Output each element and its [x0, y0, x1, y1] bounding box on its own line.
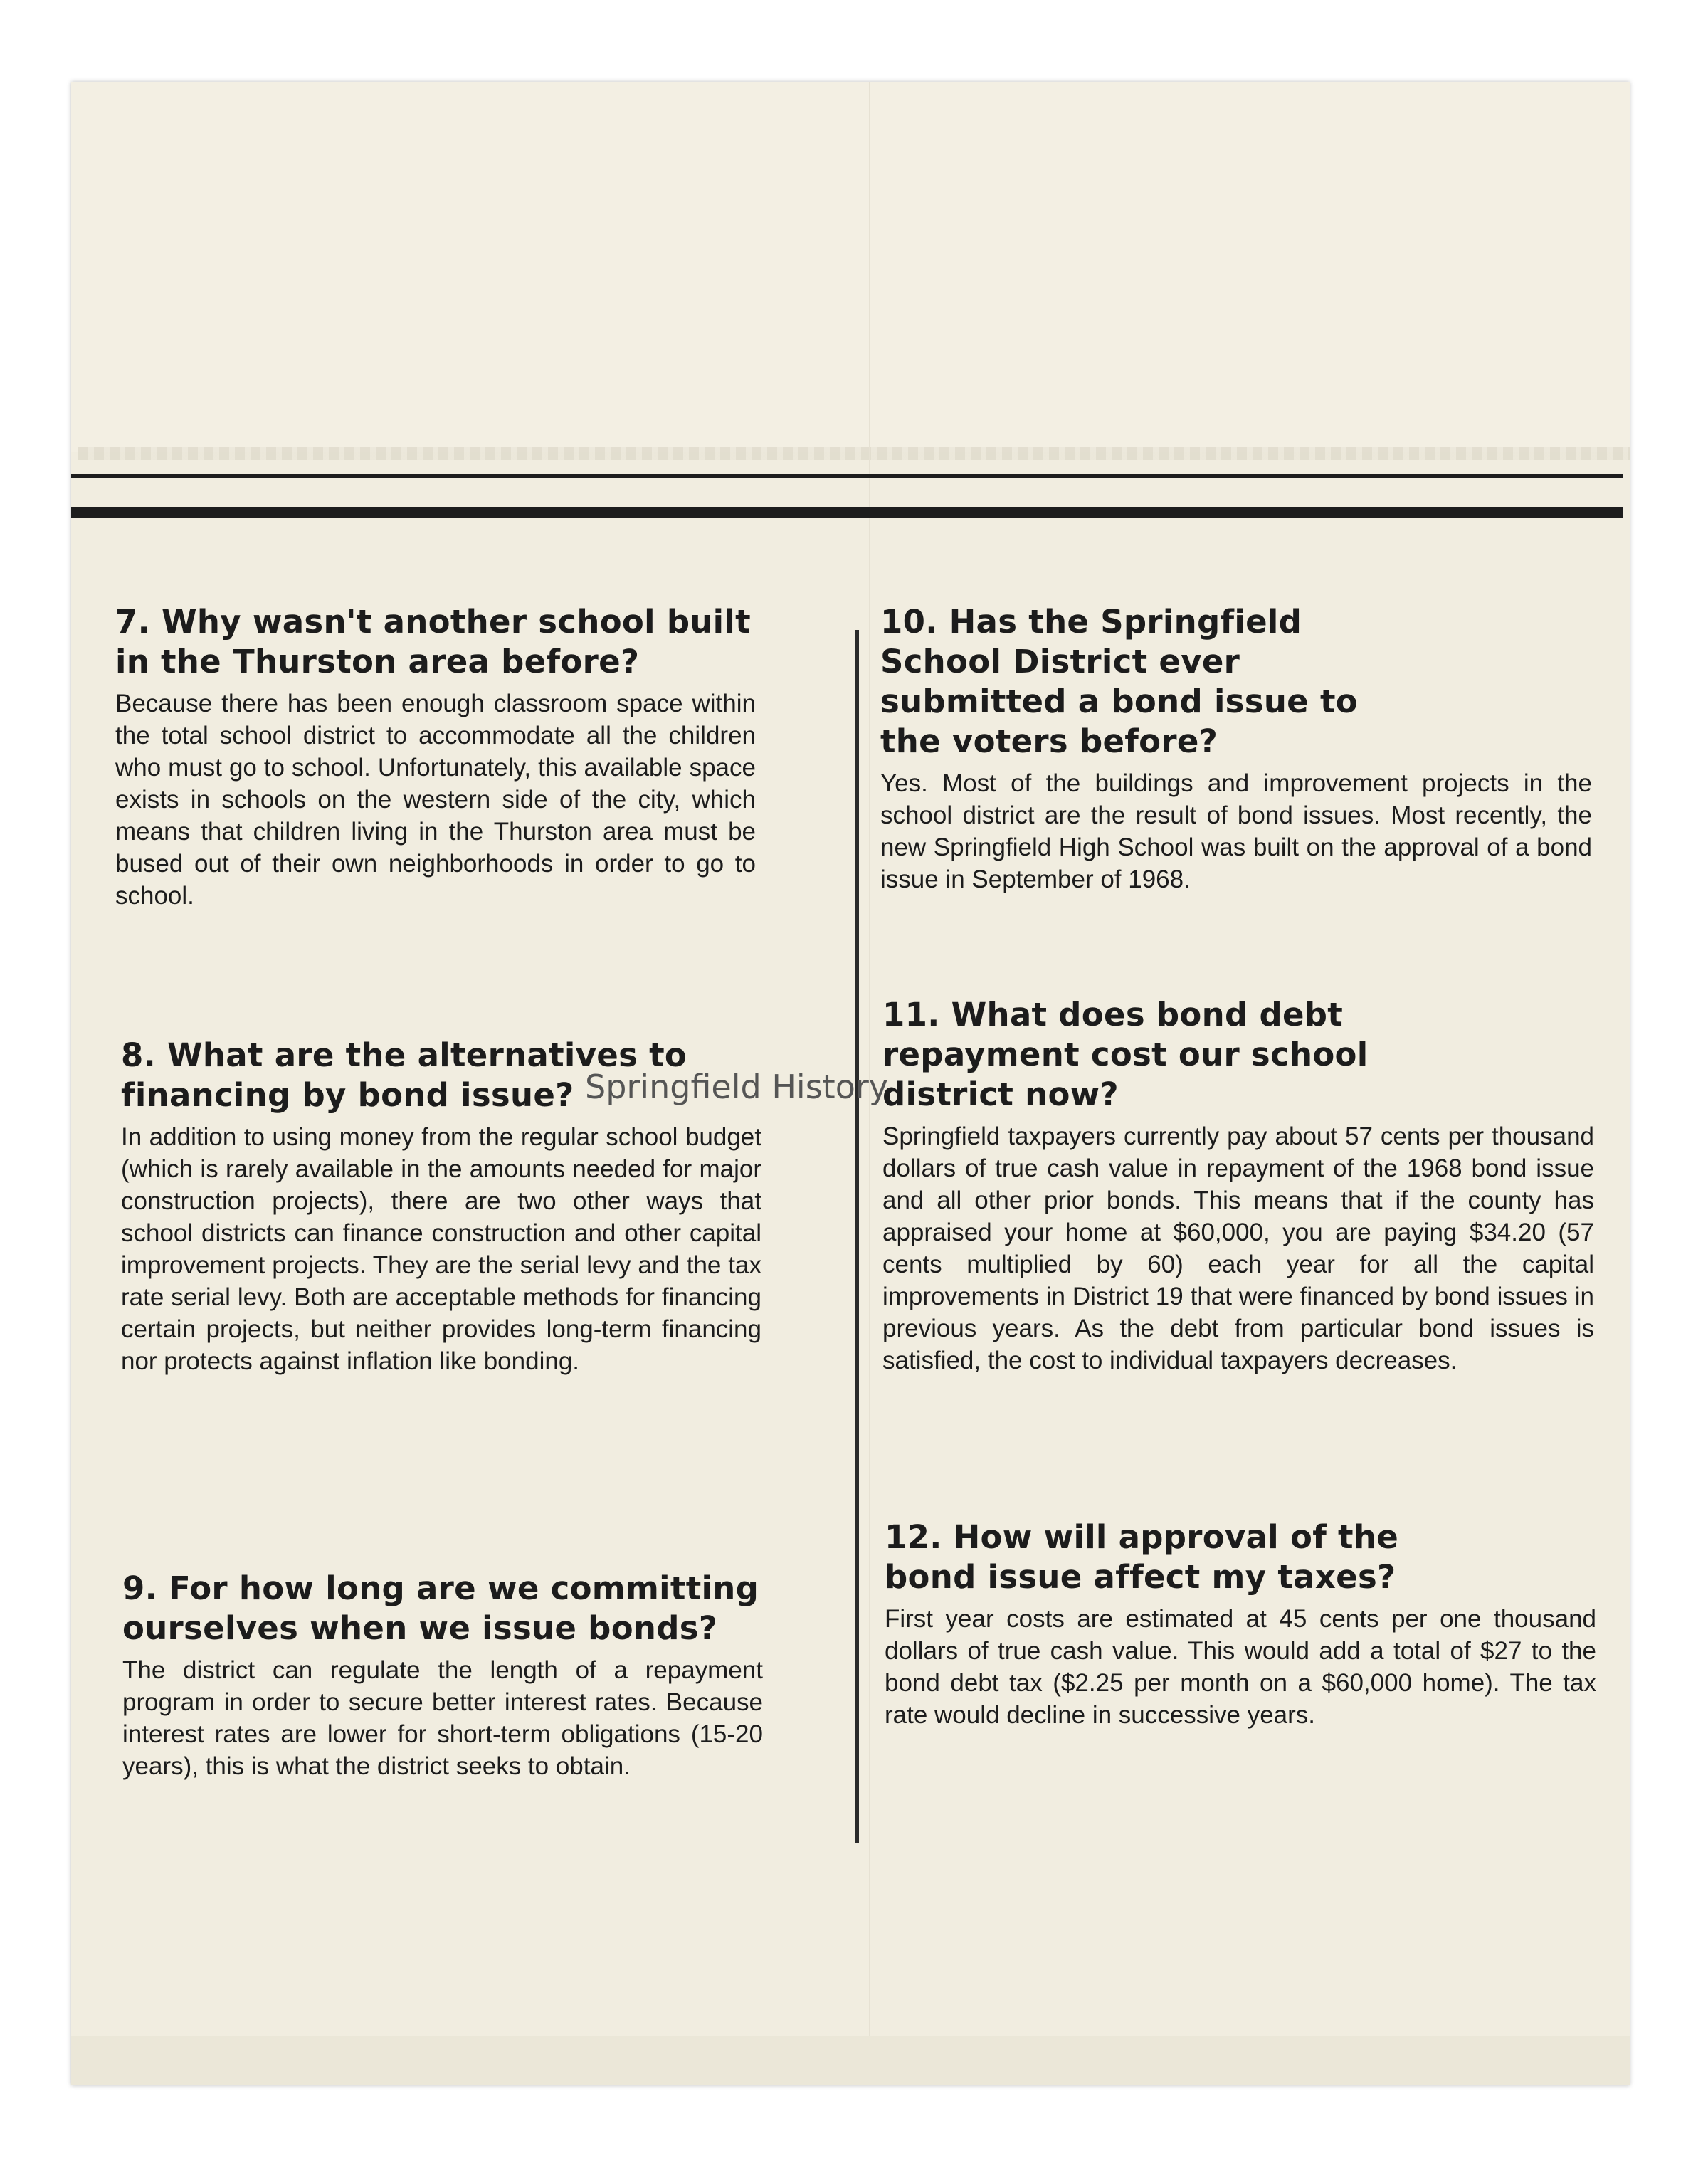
question-heading: 8. What are the alternatives to financing by bond issue?	[121, 1036, 687, 1114]
faq-item-10	[880, 602, 1592, 895]
faq-item-12	[885, 1517, 1596, 1731]
answer-text: The district can regulate the length of a repayment program in order to secure better interest rates. Because interest rates are lower for short-term obligations (15-20 years), this is what the district seeks to obtain.	[122, 1656, 763, 1780]
bottom-paper-edge	[71, 2036, 1630, 2085]
top-thin-rule	[71, 474, 1623, 478]
bleed-through-line	[78, 447, 1630, 460]
faq-item-11	[882, 995, 1594, 1377]
question-heading: 12. How will approval of the bond issue affect my taxes?	[885, 1518, 1399, 1596]
question-heading: 9. For how long are we committing ourselves when we issue bonds?	[122, 1569, 759, 1647]
watermark-text: Springfield History	[585, 1068, 888, 1106]
answer-text: Yes. Most of the buildings and improvement projects in the school district are the result of bond issues. Most recently, the new Springfield High School was built on the approval of a bond issue in September of 1968.	[880, 769, 1592, 893]
answer-text: In addition to using money from the regular school budget (which is rarely available in the amounts needed for major construction projects), there are two other ways that school districts can finance construction and other capital improvement projects. They are the serial levy and the tax rate serial levy. Both are acceptable methods for financing certain projects, but neither provides long-term financing nor protects against inflation like bonding.	[121, 1123, 761, 1375]
faq-item-7	[115, 602, 756, 912]
blank-upper-panel	[71, 82, 1630, 452]
question-heading: 10. Has the Springfield School District ever submitted a bond issue to the voters before?	[880, 603, 1358, 760]
question-heading: 11. What does bond debt repayment cost our school district now?	[882, 996, 1369, 1113]
top-thick-rule	[71, 507, 1623, 518]
answer-text: Springfield taxpayers currently pay about 57 cents per thousand dollars of true cash value in repayment of the 1968 bond issue and all other prior bonds. This means that if the county has appraised your home at $60,000, you are paying $34.20 (57 cents multiplied by 60) each year for all the capital improvements in District 19 that were financed by bond issues in previous years. As the debt from particular bond issues is satisfied, the cost to individual taxpayers decreases.	[882, 1122, 1594, 1374]
answer-text: First year costs are estimated at 45 cents per one thousand dollars of true cash value. This would add a total of $27 to the bond debt tax ($2.25 per month on a $60,000 home). The tax rate would decline in successive years.	[885, 1605, 1596, 1729]
faq-item-9	[122, 1569, 763, 1782]
column-divider	[855, 630, 859, 1843]
answer-text: Because there has been enough classroom space within the total school district to accommodate all the children who must go to school. Unfortunately, this available space exists in schools on the western side of the city, which means that children living in the Thurston area must be bused out of their own neighborhoods in order to go to school.	[115, 690, 756, 910]
question-heading: 7. Why wasn't another school built in the Thurston area before?	[115, 603, 751, 680]
